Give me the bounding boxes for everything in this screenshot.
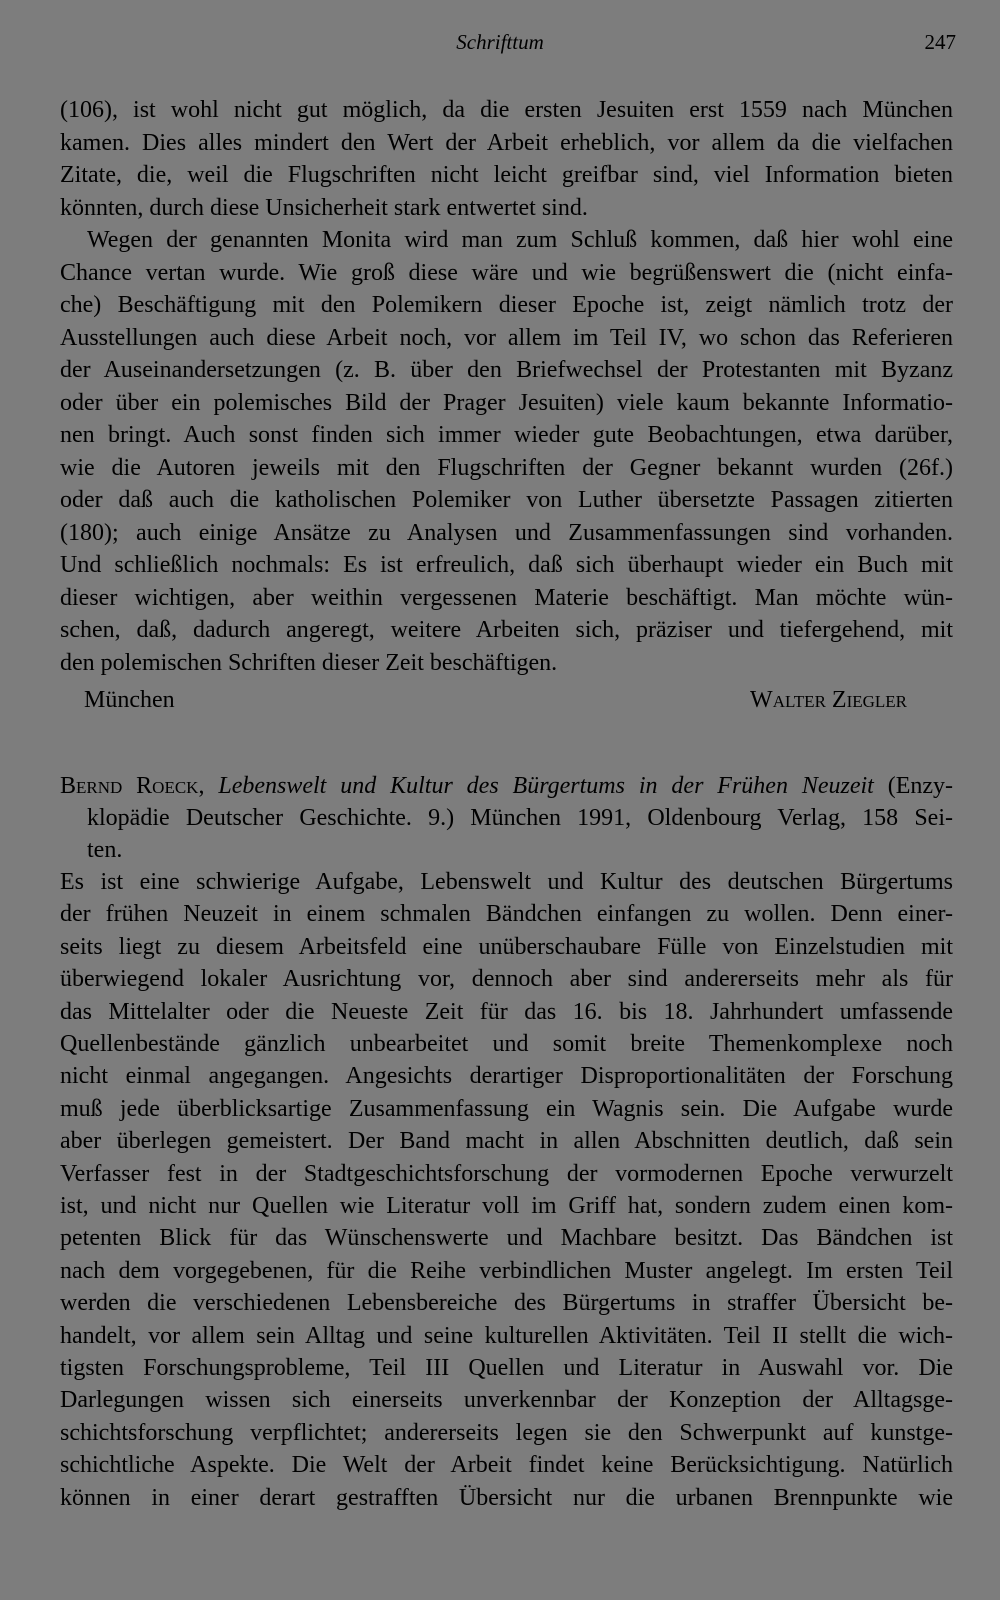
text-line: oder über ein polemisches Bild der Prager Jesuiten) viele kaum bekannte Informatio- <box>60 389 953 416</box>
text-line: muß jede überblicksartige Zusammenfassung ein Wagnis sein. Die Aufgabe wurde <box>60 1095 953 1122</box>
text-line: (180); auch einige Ansätze zu Analysen und Zusammenfassungen sind vorhanden. <box>60 519 953 546</box>
running-header-title: Schrifttum <box>456 30 544 54</box>
text-line: handelt, vor allem sein Alltag und seine kulturellen Aktivitäten. Teil II stellt die wich- <box>60 1322 953 1349</box>
text-line: wie die Autoren jeweils mit den Flugschriften der Gegner bekannt wurden (26f.) <box>60 454 953 481</box>
reviewer-name: Walter Ziegler <box>750 687 907 713</box>
text-line: aber überlegen gemeistert. Der Band macht in allen Abschnitten deutlich, daß sein <box>60 1128 953 1155</box>
text-line: kamen. Dies alles mindert den Wert der Arbeit erheblich, vor allem da die vielfachen <box>60 129 953 156</box>
text-line: der frühen Neuzeit in einem schmalen Bändchen einfangen zu wollen. Denn einer- <box>60 901 953 928</box>
text-line: oder daß auch die katholischen Polemiker von Luther übersetzte Passagen zitierten <box>60 487 953 513</box>
citation-line-3: ten. <box>87 837 123 863</box>
text-line: Verfasser fest in der Stadtgeschichtsforschung der vormodernen Epoche verwurzelt <box>60 1160 953 1187</box>
text-line: Zitate, die, weil die Flugschriften nicht leicht greifbar sind, viel Information bieten <box>60 162 953 188</box>
review-1-signature <box>60 684 953 716</box>
text-line: (106), ist wohl nicht gut möglich, da die ersten Jesuiten erst 1559 nach München <box>60 97 953 123</box>
text-line: den polemischen Schriften dieser Zeit beschäftigen. <box>60 649 558 676</box>
text-line: könnten, durch diese Unsicherheit stark entwertet sind. <box>60 194 588 221</box>
text-line: ist, und nicht nur Quellen wie Literatur voll im Griff hat, sondern zudem einen kom- <box>60 1193 953 1219</box>
page-number: 247 <box>924 30 956 54</box>
text-line: der Auseinandersetzungen (z. B. über den Briefwechsel der Protestanten mit Byzanz <box>60 357 953 383</box>
text-line: Und schließlich nochmals: Es ist erfreulich, daß sich überhaupt wieder ein Buch mit <box>60 552 953 578</box>
text-line: können in einer derart gestrafften Übersicht nur die urbanen Brennpunkte wie <box>60 1484 953 1511</box>
book-title: Lebenswelt und Kultur des Bürgertums in der Frühen Neuzeit <box>218 773 874 799</box>
citation-series: (Enzy- <box>873 773 954 799</box>
text-line: dieser wichtigen, aber weithin vergessenen Materie beschäftigt. Man möchte wün- <box>60 584 953 611</box>
text-line: seits liegt zu diesem Arbeitsfeld eine unüberschaubare Fülle von Einzelstudien mit <box>60 933 953 960</box>
text-line: Darlegungen wissen sich einerseits unverkennbar der Konzeption der Alltagsge- <box>60 1387 953 1414</box>
text-line: schichtsforschung verpflichtet; andererseits legen sie den Schwerpunkt auf kunstge- <box>60 1419 953 1446</box>
text-line: überwiegend lokaler Ausrichtung vor, dennoch aber sind andererseits mehr als für <box>60 966 953 993</box>
text-line: nach dem vorgegebenen, für die Reihe verbindlichen Muster angelegt. Im ersten Teil <box>60 1257 953 1284</box>
text-line: schichtliche Aspekte. Die Welt der Arbeit findet keine Berücksichtigung. Natürlich <box>60 1452 953 1479</box>
text-line: petenten Blick für das Wünschenswerte und Machbare besitzt. Das Bändchen ist <box>60 1225 953 1252</box>
text-line: Chance vertan wurde. Wie groß diese wäre und wie begrüßenswert die (nicht einfa- <box>60 259 953 286</box>
citation-line-1 <box>60 770 953 802</box>
signature-place: München <box>84 687 175 713</box>
text-line: che) Beschäftigung mit den Polemikern dieser Epoche ist, zeigt nämlich trotz der <box>60 292 953 318</box>
text-line: Ausstellungen auch diese Arbeit noch, vor allem im Teil IV, wo schon das Referieren <box>60 324 953 351</box>
text-line: tigsten Forschungsprobleme, Teil III Quellen und Literatur in Auswahl vor. Die <box>60 1355 953 1381</box>
text-line: nen bringt. Auch sonst finden sich immer wieder gute Beobachtungen, etwa darüber, <box>60 422 953 448</box>
text-line: werden die verschiedenen Lebensbereiche des Bürgertums in straffer Übersicht be- <box>60 1290 953 1317</box>
citation-line-2: klopädie Deutscher Geschichte. 9.) München 1991, Oldenbourg Verlag, 158 Sei- <box>87 805 953 831</box>
text-line: nicht einmal angegangen. Angesichts derartiger Disproportionalitäten der Forschung <box>60 1063 953 1090</box>
text-line: Wegen der genannten Monita wird man zum Schluß kommen, daß hier wohl eine <box>87 227 953 253</box>
text-line: das Mittelalter oder die Neueste Zeit für das 16. bis 18. Jahrhundert umfassende <box>60 998 953 1025</box>
book-author: Bernd Roeck, <box>60 773 205 799</box>
text-line: Quellenbestände gänzlich unbearbeitet und somit breite Themenkomplexe noch <box>60 1031 953 1057</box>
text-line: schen, daß, dadurch angeregt, weitere Arbeiten sich, präziser und tiefergehend, mit <box>60 617 953 643</box>
text-line: Es ist eine schwierige Aufgabe, Lebenswelt und Kultur des deutschen Bürgertums <box>60 869 953 895</box>
